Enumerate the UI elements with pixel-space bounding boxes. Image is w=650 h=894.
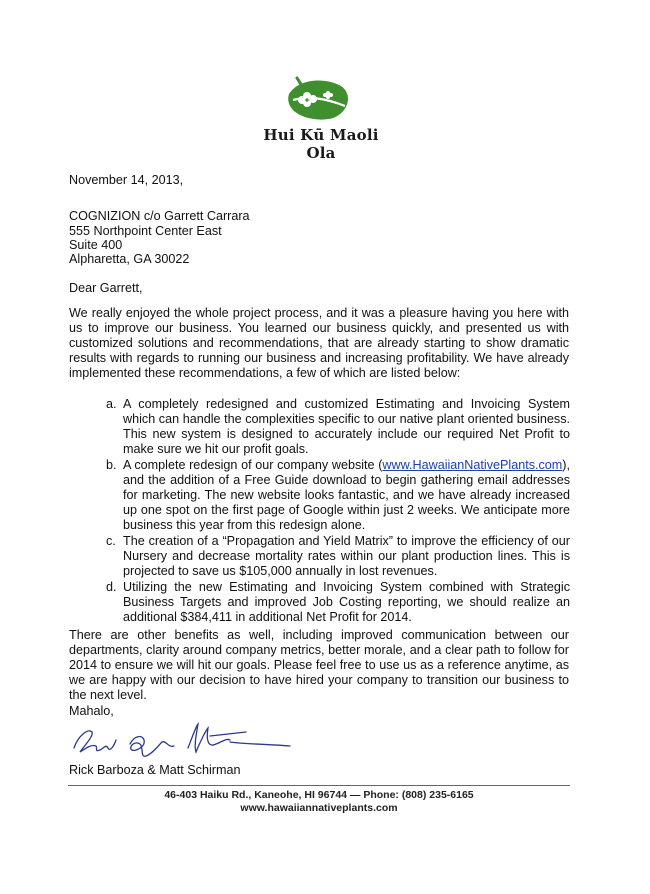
- recipient-line-2: 555 Northpoint Center East: [69, 224, 222, 238]
- list-marker: a.: [106, 397, 117, 411]
- signatories: Rick Barboza & Matt Schirman: [69, 763, 241, 777]
- signoff: Mahalo,: [69, 704, 114, 718]
- recipient-line-1: COGNIZION c/o Garrett Carrara: [69, 209, 250, 223]
- footer-divider: [68, 785, 570, 786]
- website-link[interactable]: www.HawaiianNativePlants.com: [382, 458, 563, 472]
- list-item-text: Utilizing the new Estimating and Invoicing System combined with Strategic Business Targets and improved Job Costing reporting, we should realize an additional $384,411 in additional Net Profit for 2014.: [123, 580, 570, 624]
- list-marker: b.: [106, 458, 117, 472]
- letter-date: November 14, 2013,: [69, 173, 184, 187]
- signature-icon: [70, 718, 295, 766]
- salutation: Dear Garrett,: [69, 281, 143, 295]
- logo-wordmark: Hui Kū Maoli Ola: [263, 126, 379, 162]
- intro-paragraph: We really enjoyed the whole project process, and it was a pleasure having you here with us to improve our business. You learned our business quickly, and presented us with customized solutions and recommendations, that are already starting to show dramatic results with regards to running our business and increasing profitability. We have already implemented these recommendations, a few of which are listed below:: [69, 306, 569, 380]
- flower-leaf-logo-icon: [283, 76, 353, 122]
- footer-address: 46-403 Haiku Rd., Kaneohe, HI 96744 — Phone: (808) 235-6165: [164, 789, 474, 801]
- list-item-text: A completely redesigned and customized Estimating and Invoicing System which can handle the complexities specific to our native plant oriented business. This new system is designed to accurately include our required Net Profit to make sure we hit our profit goals.: [123, 397, 570, 456]
- list-item-text: The creation of a “Propagation and Yield Matrix” to improve the efficiency of our Nursery and decrease mortality rates within our plant production lines. This is projected to save us $105,000 annually in lost revenues.: [123, 534, 570, 578]
- closing-paragraph: There are other benefits as well, including improved communication between our departments, clarity around company metrics, better morale, and a clear path to follow for 2014 to ensure we will hit our goals. Please feel free to use us as a reference anytime, as we are happy with our decision to have hired your company to transition our business to the next level.: [69, 628, 569, 702]
- recipient-line-3: Suite 400: [69, 238, 123, 252]
- recipient-line-4: Alpharetta, GA 30022: [69, 252, 190, 266]
- footer-website: www.hawaiiannativeplants.com: [240, 802, 398, 814]
- list-item-text: A complete redesign of our company website (www.HawaiianNativePlants.com), and the addition of a Free Guide download to begin gathering email addresses for marketing. The new website looks fantastic, and we have already increased up one spot on the first page of Google within just 2 weeks. We anticipate more business this year from this redesign alone.: [123, 458, 570, 532]
- list-marker: d.: [106, 580, 117, 594]
- list-marker: c.: [106, 534, 116, 548]
